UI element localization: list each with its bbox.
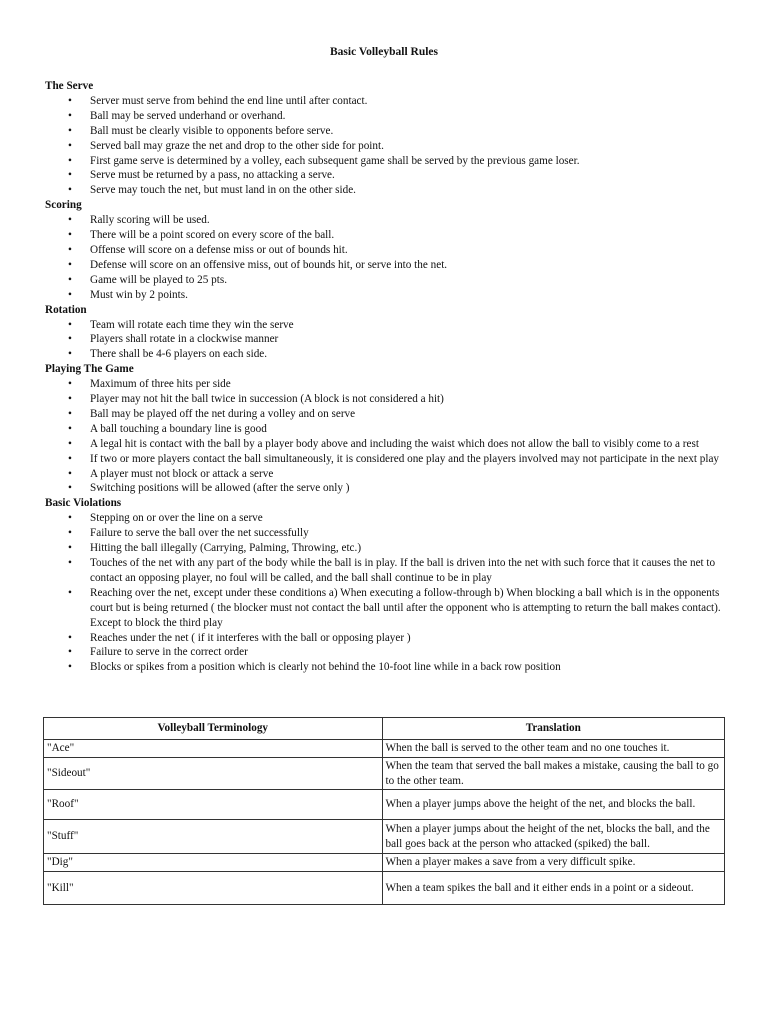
bullet-icon: • (68, 586, 72, 599)
list-item (45, 452, 725, 467)
list-item (45, 645, 725, 660)
table-row (44, 740, 725, 758)
list-item-text: Serve must be returned by a pass, no attacking a serve. (90, 169, 335, 182)
section-the-serve (45, 79, 725, 198)
bullet-icon: • (68, 378, 72, 391)
list-item (45, 422, 725, 437)
list-item (45, 660, 725, 675)
list-item-text: Failure to serve the ball over the net successfully (90, 527, 309, 540)
term-cell: "Ace" (44, 740, 383, 758)
list-item-text: Stepping on or over the line on a serve (90, 512, 263, 525)
list-item-text: Must win by 2 points. (90, 288, 188, 301)
bullet-icon: • (68, 452, 72, 465)
list-item (45, 243, 725, 258)
section-playing-the-game (45, 362, 725, 496)
list-item-text: Players shall rotate in a clockwise manner (90, 333, 279, 346)
list-item (45, 183, 725, 198)
list-item-text: Touches of the net with any part of the body while the ball is in play. If the ball is driven into the net with such force that it causes the net to contact an opposing player, no foul will be called, and the ball shall continue to be in play (90, 557, 716, 584)
bullet-icon: • (68, 512, 72, 525)
list-item-text: Ball may be played off the net during a volley and on serve (90, 407, 356, 420)
section-heading: Playing The Game (45, 363, 134, 376)
bullet-icon: • (68, 258, 72, 271)
list-item (45, 154, 725, 169)
list-item (45, 511, 725, 526)
list-item-text: If two or more players contact the ball simultaneously, it is considered one play and the players involved may not participate in the next play (90, 452, 720, 465)
bullet-icon: • (68, 184, 72, 197)
list-item-text: Serve may touch the net, but must land in on the other side. (90, 184, 356, 197)
section-heading: Rotation (45, 303, 87, 316)
list-item-text: Player may not hit the ball twice in succession (A block is not considered a hit) (90, 393, 444, 406)
section-heading: The Serve (45, 80, 94, 92)
translation-cell: When a team spikes the ball and it either ends in a point or a sideout. (382, 872, 725, 905)
rule-list (45, 94, 725, 198)
list-item-text: Ball must be clearly visible to opponents before serve. (90, 124, 334, 137)
table-row (44, 758, 725, 790)
column-header-translation: Translation (382, 718, 725, 740)
bullet-icon: • (68, 169, 72, 182)
list-item (45, 168, 725, 183)
list-item (45, 467, 725, 482)
bullet-icon: • (68, 318, 72, 331)
list-item-text: Hitting the ball illegally (Carrying, Palming, Throwing, etc.) (90, 542, 362, 555)
bullet-icon: • (68, 273, 72, 286)
rule-list (45, 213, 725, 302)
section-rotation (45, 303, 725, 363)
table-row (44, 854, 725, 872)
section-heading: Scoring (45, 199, 82, 212)
list-item-text: Blocks or spikes from a position which is clearly not behind the 10-foot line while in a back row position (90, 661, 561, 674)
list-item (45, 481, 725, 496)
translation-cell: When a player makes a save from a very difficult spike. (382, 854, 725, 872)
list-item (45, 556, 725, 586)
bullet-icon: • (68, 229, 72, 242)
section-basic-violations (45, 496, 725, 675)
list-item-text: A player must not block or attack a serve (90, 467, 274, 480)
list-item (45, 109, 725, 124)
bullet-icon: • (68, 467, 72, 480)
list-item (45, 228, 725, 243)
list-item (45, 139, 725, 154)
rules-body (45, 79, 725, 675)
section-heading: Basic Violations (45, 497, 122, 510)
term-cell: "Dig" (44, 854, 383, 872)
list-item (45, 437, 725, 452)
list-item (45, 526, 725, 541)
list-item (45, 586, 725, 631)
table-row (44, 872, 725, 905)
list-item (45, 392, 725, 407)
terminology-table (43, 717, 725, 905)
bullet-icon: • (68, 348, 72, 361)
list-item-text: Rally scoring will be used. (90, 214, 210, 227)
section-scoring (45, 198, 725, 302)
bullet-icon: • (68, 482, 72, 495)
rule-list (45, 377, 725, 496)
list-item-text: Maximum of three hits per side (90, 378, 231, 391)
list-item-text: Defense will score on an offensive miss, out of bounds hit, or serve into the net. (90, 258, 448, 271)
list-item-text: There shall be 4-6 players on each side. (90, 348, 268, 361)
list-item (45, 377, 725, 392)
term-cell: "Kill" (44, 872, 383, 905)
table-header-row (44, 718, 725, 740)
list-item-text: Offense will score on a defense miss or out of bounds hit. (90, 243, 348, 256)
bullet-icon: • (68, 333, 72, 346)
bullet-icon: • (68, 437, 72, 450)
list-item (45, 631, 725, 646)
list-item-text: Game will be played to 25 pts. (90, 273, 228, 286)
bullet-icon: • (68, 243, 72, 256)
bullet-icon: • (68, 661, 72, 674)
list-item-text: Server must serve from behind the end line until after contact. (90, 94, 368, 107)
column-header-terminology: Volleyball Terminology (44, 718, 383, 740)
bullet-icon: • (68, 557, 72, 569)
list-item (45, 541, 725, 556)
list-item (45, 318, 725, 333)
list-item (45, 213, 725, 228)
document-title: Basic Volleyball Rules (330, 46, 438, 58)
bullet-icon: • (68, 407, 72, 420)
bullet-icon: • (68, 94, 72, 107)
list-item-text: There will be a point scored on every score of the ball. (90, 229, 335, 242)
bullet-icon: • (68, 631, 72, 644)
list-item-text: Switching positions will be allowed (after the serve only ) (90, 482, 350, 495)
list-item-text: Reaching over the net, except under these conditions a) When executing a follow-through b) When blocking a ball which is in the opponents court but is being returned ( the blocker must not contact the ball until after the opponent who is attempting to return the ball makes contact). Except to block the third play (90, 586, 721, 629)
translation-cell: When a player jumps about the height of the net, blocks the ball, and the ball goes back at the person who attacked (spiked) the ball. (382, 820, 725, 854)
bullet-icon: • (68, 109, 72, 122)
bullet-icon: • (68, 124, 72, 137)
bullet-icon: • (68, 542, 72, 555)
translation-cell: When a player jumps above the height of the net, and blocks the ball. (382, 790, 725, 820)
list-item (45, 332, 725, 347)
list-item-text: A legal hit is contact with the ball by a player body above and including the waist which does not allow the ball to visibly come to a rest (90, 437, 699, 450)
bullet-icon: • (68, 527, 72, 540)
list-item-text: Reaches under the net ( if it interferes with the ball or opposing player ) (90, 631, 411, 644)
list-item (45, 407, 725, 422)
list-item (45, 94, 725, 109)
bullet-icon: • (68, 214, 72, 227)
bullet-icon: • (68, 393, 72, 406)
list-item (45, 288, 725, 303)
list-item (45, 347, 725, 362)
bullet-icon: • (68, 422, 72, 435)
list-item (45, 258, 725, 273)
rule-list (45, 318, 725, 363)
translation-cell: When the ball is served to the other team and no one touches it. (382, 740, 725, 758)
term-cell: "Roof" (44, 790, 383, 820)
term-cell: "Stuff" (44, 820, 383, 854)
table-row (44, 790, 725, 820)
list-item (45, 273, 725, 288)
bullet-icon: • (68, 288, 72, 301)
rule-list (45, 511, 725, 675)
translation-cell: When the team that served the ball makes a mistake, causing the ball to go to the other team. (382, 758, 725, 790)
bullet-icon: • (68, 139, 72, 152)
list-item-text: Team will rotate each time they win the serve (90, 318, 294, 331)
bullet-icon: • (68, 646, 72, 659)
list-item-text: Ball may be served underhand or overhand. (90, 109, 286, 122)
list-item (45, 124, 725, 139)
table-row (44, 820, 725, 854)
list-item-text: Served ball may graze the net and drop to the other side for point. (90, 139, 384, 152)
list-item-text: First game serve is determined by a volley, each subsequent game shall be served by the previous game loser. (90, 154, 580, 167)
term-cell: "Sideout" (44, 758, 383, 790)
list-item-text: Failure to serve in the correct order (90, 646, 248, 659)
list-item-text: A ball touching a boundary line is good (90, 422, 267, 435)
bullet-icon: • (68, 154, 72, 167)
